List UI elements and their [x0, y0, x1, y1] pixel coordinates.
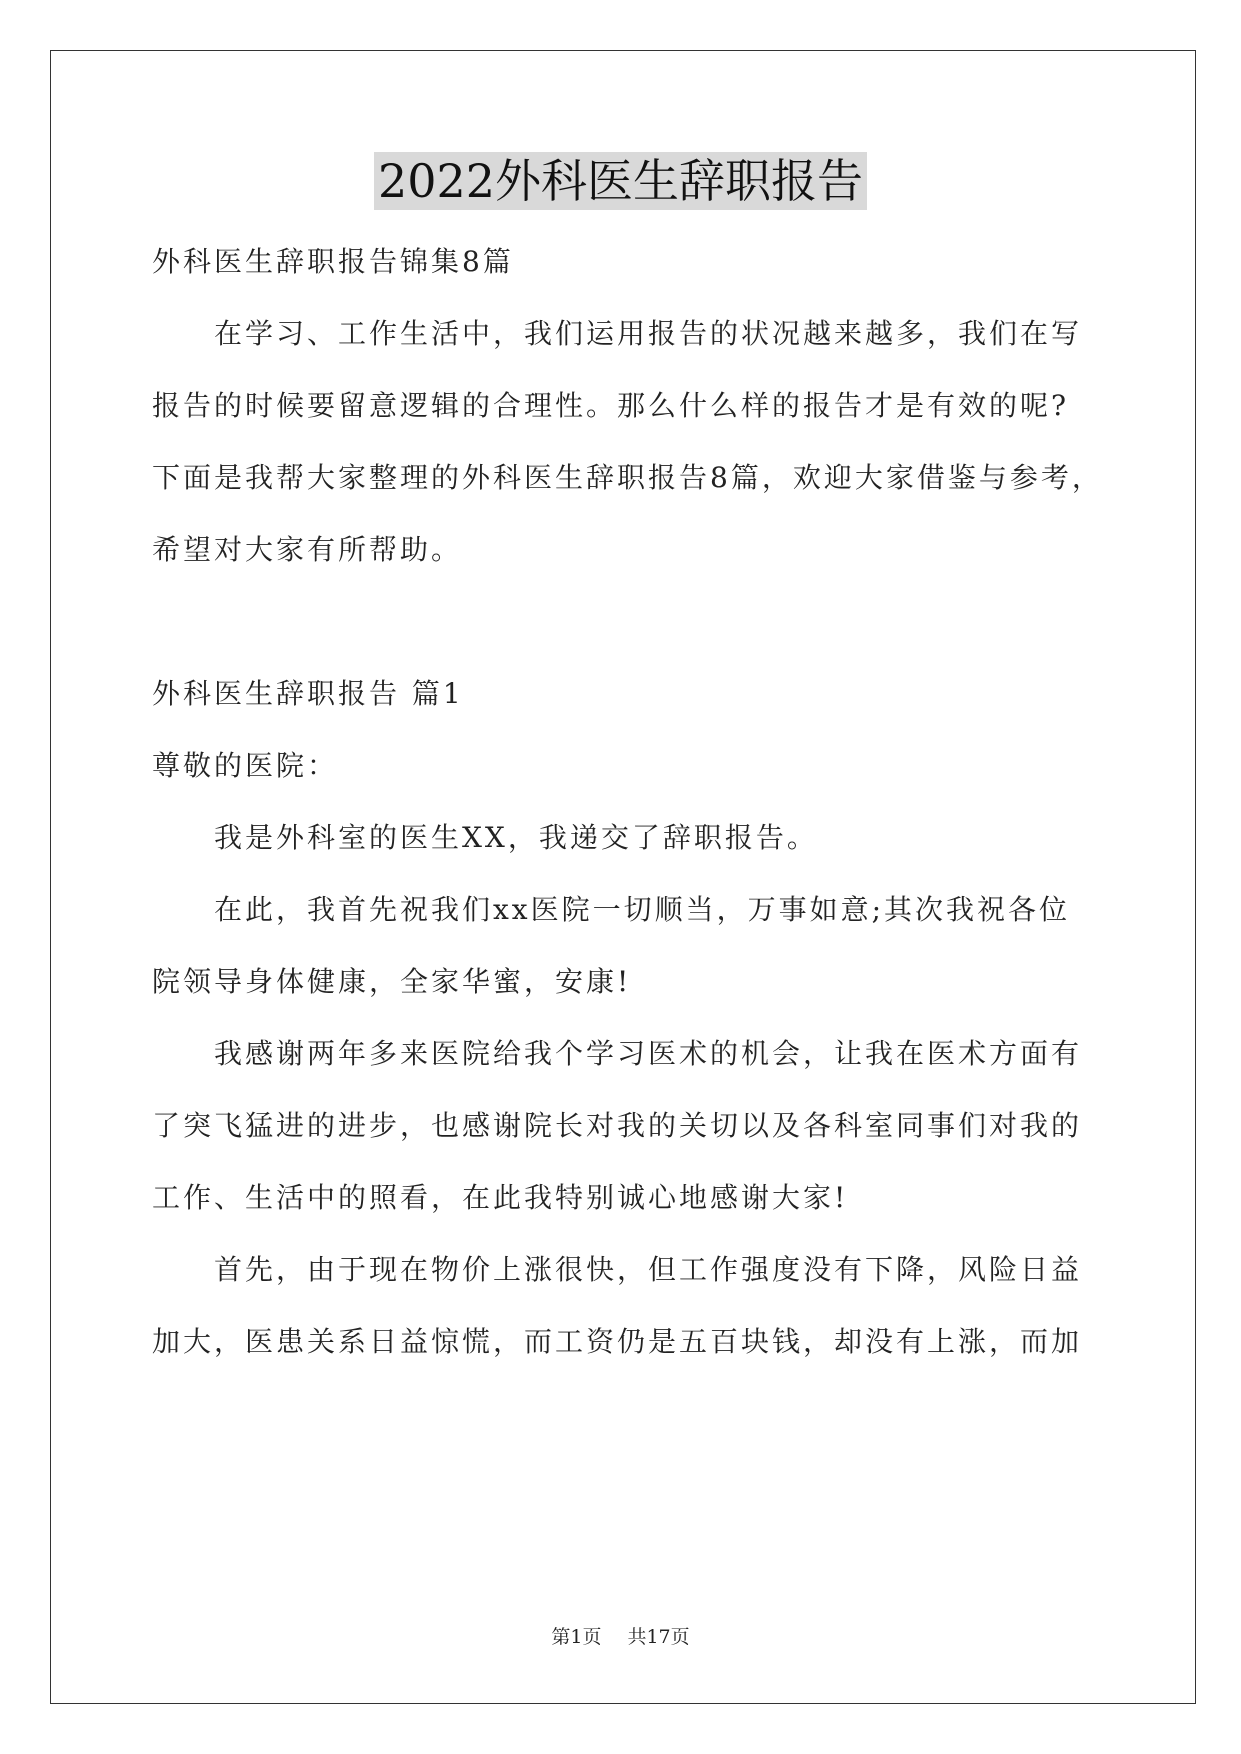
document-title: 2022外科医生辞职报告 — [374, 152, 867, 210]
page-footer — [0, 1624, 1241, 1650]
paragraph-3-line-1: 我感谢两年多来医院给我个学习医术的机会，让我在医术方面有 — [214, 1037, 1083, 1070]
intro-line-1: 在学习、工作生活中，我们运用报告的状况越来越多，我们在写 — [214, 317, 1083, 350]
paragraph-3-line-2: 了突飞猛进的进步，也感谢院长对我的关切以及各科室同事们对我的 — [152, 1109, 1083, 1142]
salutation: 尊敬的医院： — [152, 749, 339, 782]
intro-line-3: 下面是我帮大家整理的外科医生辞职报告8篇，欢迎大家借鉴与参考， — [152, 461, 1103, 494]
page-number: 第1页 — [551, 1626, 602, 1648]
paragraph-1-line-1: 我是外科室的医生XX，我递交了辞职报告。 — [214, 821, 818, 854]
paragraph-3-line-3: 工作、生活中的照看，在此我特别诚心地感谢大家! — [152, 1181, 849, 1214]
document-subtitle: 外科医生辞职报告锦集8篇 — [152, 245, 514, 278]
intro-line-4: 希望对大家有所帮助。 — [152, 533, 463, 566]
paragraph-4-line-1: 首先，由于现在物价上涨很快，但工作强度没有下降，风险日益 — [214, 1253, 1083, 1286]
paragraph-2-line-1: 在此，我首先祝我们xx医院一切顺当，万事如意;其次我祝各位 — [214, 893, 1071, 926]
intro-line-2: 报告的时候要留意逻辑的合理性。那么什么样的报告才是有效的呢? — [152, 389, 1070, 422]
page-total: 共17页 — [627, 1626, 690, 1648]
paragraph-4-line-2: 加大，医患关系日益惊慌，而工资仍是五百块钱，却没有上涨，而加 — [152, 1325, 1083, 1358]
page-border — [50, 50, 1196, 1704]
section-heading: 外科医生辞职报告 篇1 — [152, 677, 464, 710]
title-container — [0, 152, 1241, 210]
paragraph-2-line-2: 院领导身体健康，全家华蜜，安康! — [152, 965, 632, 998]
